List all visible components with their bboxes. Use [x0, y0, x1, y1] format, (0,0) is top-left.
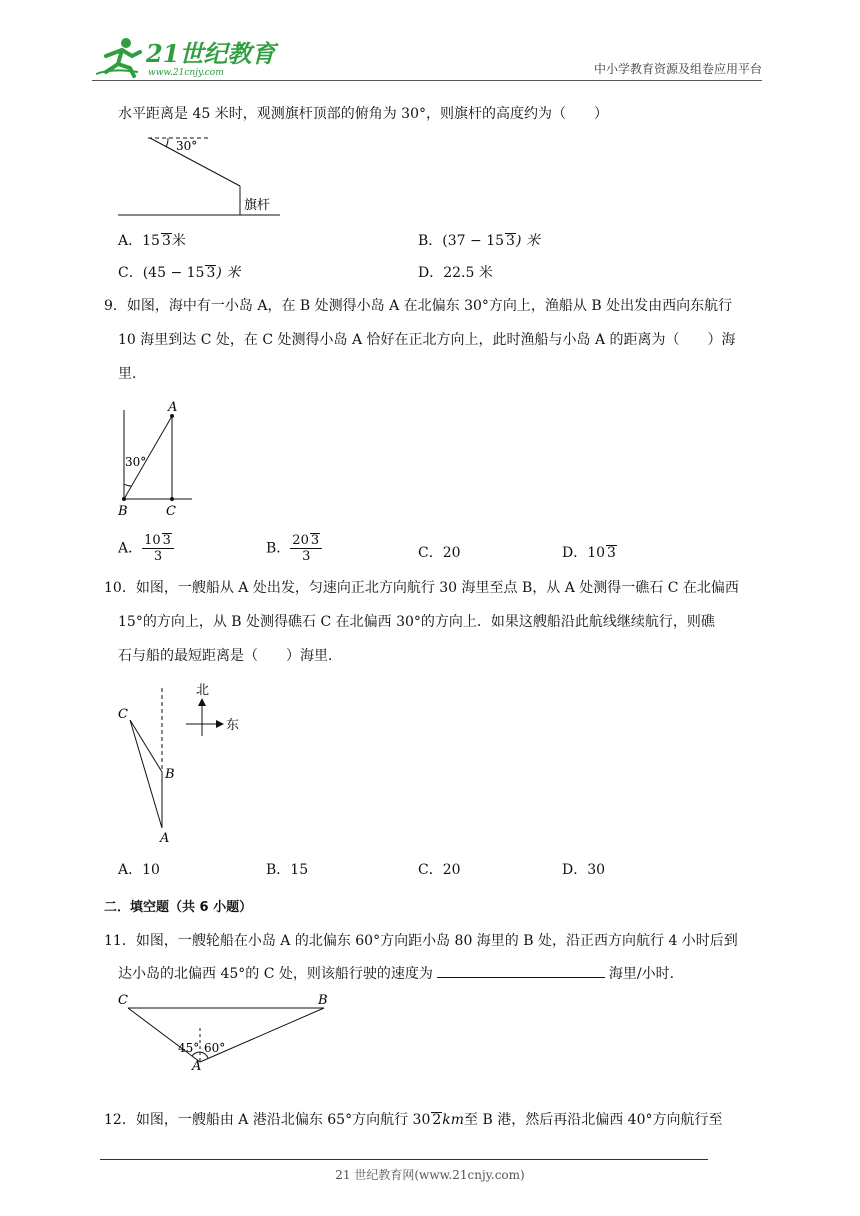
q8-line1: 水平距离是 45 米时，观测旗杆顶部的俯角为 30°，则旗杆的高度约为（ ）: [118, 106, 608, 122]
q10-line2: 15°的方向上，从 B 处测得礁石 C 在北偏西 30°的方向上．如果这艘船沿此航线继续航行，则礁: [118, 614, 715, 630]
q10-line3: 石与船的最短距离是（ ）海里．: [118, 648, 342, 664]
q10-line-ca: [130, 720, 162, 828]
north-arrow-icon: [198, 698, 206, 706]
q10-line-cb: [130, 720, 162, 772]
east-arrow-icon: [216, 720, 224, 728]
q10-option-d[interactable]: D．30: [562, 862, 606, 878]
q9-angle-label: 30°: [125, 455, 147, 469]
q11-figure: [112, 988, 342, 1072]
q8-option-d[interactable]: D．22.5 米: [418, 265, 493, 281]
q9-point-b: B: [118, 504, 128, 519]
q10-option-a[interactable]: A．10: [118, 862, 160, 878]
q11-angle-60: 60°: [204, 1041, 226, 1055]
q8-figure: [116, 132, 286, 220]
q8-option-c[interactable]: C．(45 − 15 3) 米: [118, 265, 241, 281]
q9-option-d[interactable]: D．10 3: [562, 545, 616, 561]
q11-point-c: C: [118, 993, 128, 1008]
q9-line3: 里．: [118, 366, 146, 382]
q9-point-c: C: [166, 504, 176, 519]
q10-option-b[interactable]: B．15: [266, 862, 309, 878]
q10-line1: 10．如图，一艘船从 A 处出发，匀速向正北方向航行 30 海里至点 B，从 A 处测得一礁石 C 在北偏西: [104, 580, 739, 596]
platform-name: 中小学教育资源及组卷应用平台: [593, 62, 762, 76]
q11-point-b: B: [318, 993, 328, 1008]
q8-angle-arc: [166, 138, 168, 147]
q9-option-c[interactable]: C．20: [418, 545, 461, 561]
runner-logo-icon: [92, 34, 276, 78]
q8-angle-label: 30°: [176, 139, 198, 153]
q11-angle-45: 45°: [178, 1041, 200, 1055]
q8-pole-label: 旗杆: [244, 198, 271, 213]
q10-north-label: 北: [196, 683, 210, 698]
q10-east-label: 东: [226, 718, 240, 733]
q12-line1: 12．如图，一艘船由 A 港沿北偏东 65°方向航行 30 2km至 B 港，然后再沿北偏西 40°方向航行至: [104, 1112, 723, 1128]
q9-figure: [112, 396, 202, 520]
q9-line2: 10 海里到达 C 处，在 C 处测得小岛 A 恰好在正北方向上，此时渔船与小岛 A 的距离为（ ）海: [118, 332, 736, 348]
q11-line1: 11．如图，一艘轮船在小岛 A 的北偏东 60°方向距小岛 80 海里的 B 处，沿正西方向航行 4 小时后到: [104, 933, 738, 949]
footer-divider: [100, 1159, 708, 1160]
q8-option-a[interactable]: A．15 3米: [118, 233, 186, 249]
q9-line1: 9．如图，海中有一小岛 A，在 B 处测得小岛 A 在北偏东 30°方向上，渔船从 B 处出发由西向东航行: [104, 298, 733, 314]
q11-answer-blank[interactable]: [437, 964, 605, 978]
header-divider: [92, 80, 762, 81]
q9-point-a: A: [168, 400, 178, 415]
q10-figure: [112, 680, 252, 844]
q8-option-b[interactable]: B．(37 − 15 3) 米: [418, 233, 540, 249]
logo-text: 21世纪教育: [146, 39, 276, 68]
site-logo: [92, 34, 276, 78]
q9-option-b[interactable]: B． $\frac{20 3}{3}$: [266, 533, 322, 564]
footer-text: 21 世纪教育网(www.21cnjy.com): [335, 1168, 525, 1182]
q10-option-c[interactable]: C．20: [418, 862, 461, 878]
logo-url: www.21cnjy.com: [148, 68, 224, 78]
q9-option-a[interactable]: A． $\frac{10 3}{3}$: [118, 533, 174, 564]
q10-point-c: C: [118, 707, 128, 722]
q11-point-a: A: [192, 1059, 202, 1074]
q10-point-b: B: [165, 767, 175, 782]
q11-line2: 达小岛的北偏西 45°的 C 处，则该船行驶的速度为 海里/小时．: [118, 966, 684, 982]
q10-point-a: A: [160, 831, 170, 846]
section-title: 二．填空题（共 6 小题）: [104, 900, 253, 915]
